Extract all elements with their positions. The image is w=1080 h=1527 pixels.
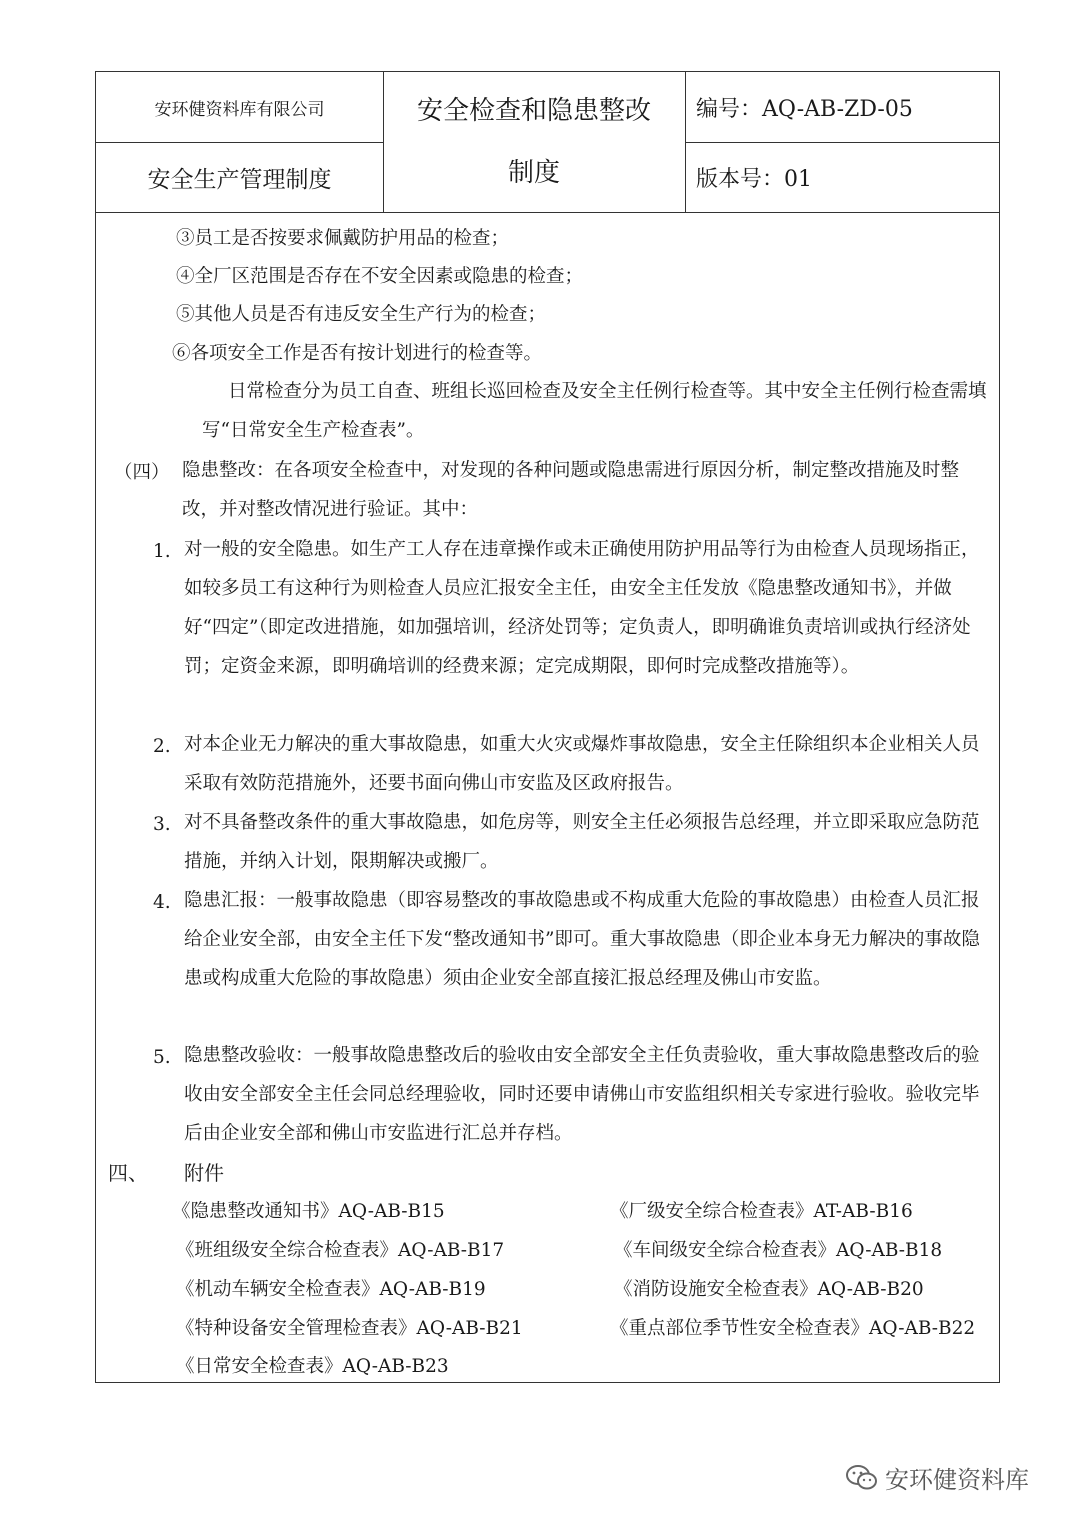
attachments-marker: 四、 xyxy=(108,1161,148,1185)
item-4-paragraph xyxy=(184,881,992,998)
item-5-text: 隐患整改验收：一般事故隐患整改后的验收由安全部安全主任负责验收，重大事故隐患整改后的验收由安全部安全主任会同总经理验收，同时还要申请佛山市安监组织相关专家进行验收。验收完毕后由企业安全部和佛山市安监进行汇总并存档。 xyxy=(184,1045,980,1144)
attachment-4: 《车间级安全综合检查表》AQ-AB-B18 xyxy=(614,1240,943,1261)
header-col-line-2 xyxy=(685,72,686,212)
item-1-paragraph xyxy=(184,530,992,686)
section-4-marker: （四） xyxy=(114,462,170,483)
attachment-5: 《机动车辆安全检查表》AQ-AB-B19 xyxy=(176,1279,486,1300)
item-4-number: 4. xyxy=(153,892,171,913)
attachment-6: 《消防设施安全检查表》AQ-AB-B20 xyxy=(614,1279,924,1300)
item-3-paragraph xyxy=(184,803,992,881)
item-4-text: 隐患汇报：一般事故隐患（即容易整改的事故隐患或不构成重大危险的事故隐患）由检查人员汇报给企业安全部，由安全主任下发“整改通知书”即可。重大事故隐患（即企业本身无力解决的事故隐患或构成重大危险的事故隐患）须由企业安全部直接汇报总经理及佛山市安监。 xyxy=(184,890,980,989)
item-1-number: 1. xyxy=(153,541,171,562)
attachment-1: 《隐患整改通知书》AQ-AB-B15 xyxy=(172,1201,445,1222)
title-line-1: 安全检查和隐患整改 xyxy=(416,96,651,126)
check-item-5: ⑤其他人员是否有违反安全生产行为的检查； xyxy=(176,304,547,325)
attachment-3: 《班组级安全综合检查表》AQ-AB-B17 xyxy=(176,1240,505,1261)
title-line-2: 制度 xyxy=(507,158,560,188)
attachment-2: 《厂级安全综合检查表》AT-AB-B16 xyxy=(610,1201,913,1222)
watermark-text: 安环健资料库 xyxy=(885,1466,1029,1494)
attachment-7: 《特种设备安全管理检查表》AQ-AB-B21 xyxy=(176,1318,523,1339)
wechat-watermark xyxy=(845,1460,1029,1495)
attachment-8: 《重点部位季节性安全检查表》AQ-AB-B22 xyxy=(610,1318,976,1339)
item-2-paragraph xyxy=(184,725,992,803)
item-5-paragraph xyxy=(184,1036,992,1153)
document-title xyxy=(383,72,685,212)
item-5-number: 5. xyxy=(153,1047,171,1068)
daily-check-text: 日常检查分为员工自查、班组长巡回检查及安全主任例行检查等。其中安全主任例行检查需填写“日常安全生产检查表”。 xyxy=(202,381,987,441)
wechat-icon xyxy=(845,1463,879,1493)
section-4-text: 隐患整改：在各项安全检查中，对发现的各种问题或隐患需进行原因分析，制定整改措施及时整改，并对整改情况进行验证。其中： xyxy=(182,460,960,520)
document-number: 编号：AQ-AB-ZD-05 xyxy=(696,96,913,122)
check-item-3: ③员工是否按要求佩戴防护用品的检查； xyxy=(176,228,510,249)
item-2-number: 2. xyxy=(153,736,171,757)
attachment-9: 《日常安全检查表》AQ-AB-B23 xyxy=(176,1356,449,1377)
version-number: 版本号：01 xyxy=(696,166,812,192)
header-bottom-line xyxy=(96,212,999,213)
item-1-text: 对一般的安全隐患。如生产工人存在违章操作或未正确使用防护用品等行为由检查人员现场指正，如较多员工有这种行为则检查人员应汇报安全主任，由安全主任发放《隐患整改通知书》，并做好“四定”（即定改进措施，如加强培训，经济处罚等；定负责人，即明确谁负责培训或执行经济处罚；定资金来源，即明确培训的经费来源；定完成期限，即何时完成整改措施等）。 xyxy=(184,539,980,677)
check-item-4: ④全厂区范围是否存在不安全因素或隐患的检查； xyxy=(176,266,584,287)
attachments-title: 附件 xyxy=(184,1161,224,1185)
item-3-number: 3. xyxy=(153,814,171,835)
check-item-6: ⑥各项安全工作是否有按计划进行的检查等。 xyxy=(172,343,543,364)
item-2-text: 对本企业无力解决的重大事故隐患，如重大火灾或爆炸事故隐患，安全主任除组织本企业相关人员采取有效防范措施外，还要书面向佛山市安监及区政府报告。 xyxy=(184,734,980,794)
system-name: 安全生产管理制度 xyxy=(147,166,332,193)
daily-check-paragraph xyxy=(202,372,992,450)
section-4-paragraph xyxy=(182,451,992,529)
company-name: 安环健资料库有限公司 xyxy=(154,99,325,120)
item-3-text: 对不具备整改条件的重大事故隐患，如危房等，则安全主任必须报告总经理，并立即采取应急防范措施，并纳入计划，限期解决或搬厂。 xyxy=(184,812,980,872)
